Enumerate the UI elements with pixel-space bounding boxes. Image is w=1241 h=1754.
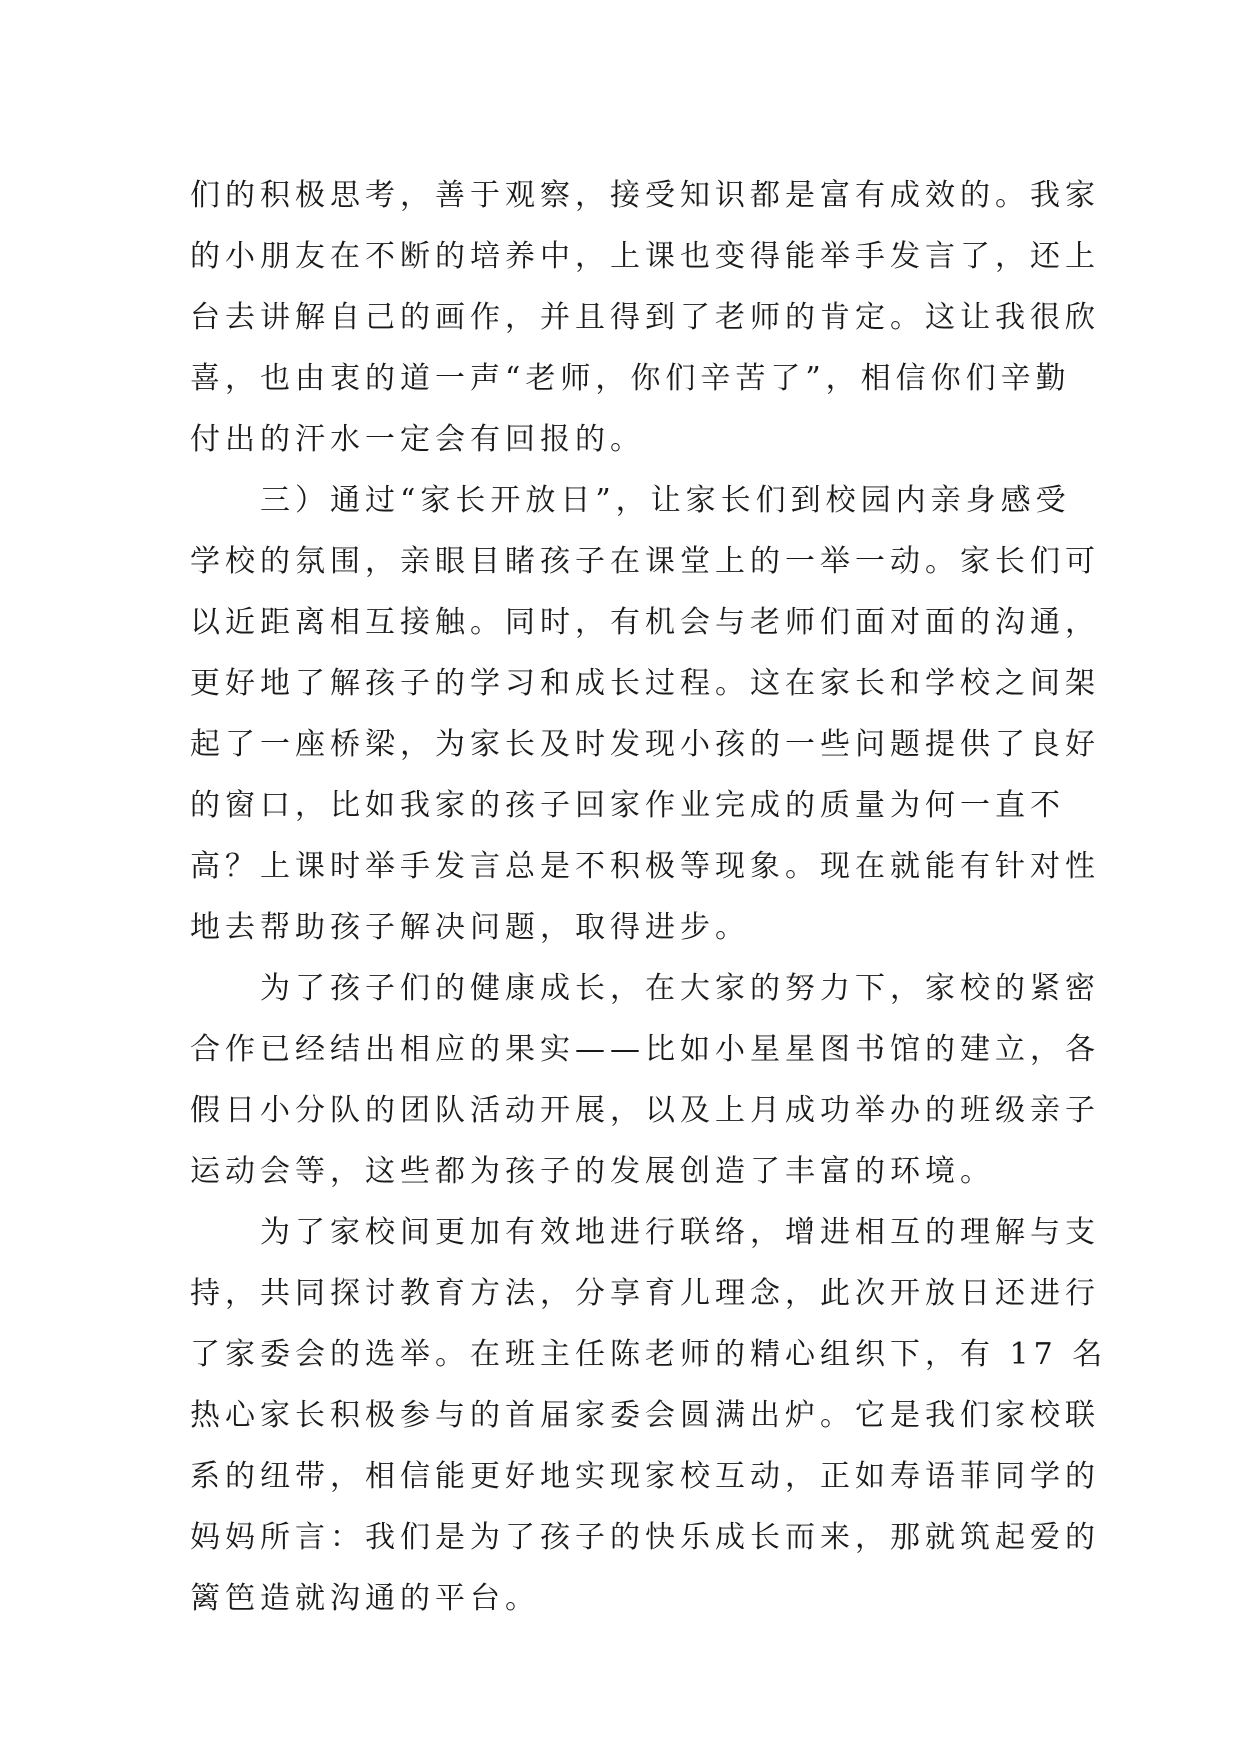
text-line: 以近距离相互接触。同时，有机会与老师们面对面的沟通， bbox=[190, 605, 1100, 640]
text-line: 更好地了解孩子的学习和成长过程。这在家长和学校之间架 bbox=[190, 666, 1100, 701]
text-line: 地去帮助孩子解决问题，取得进步。 bbox=[190, 910, 750, 945]
text-line: 们的积极思考，善于观察，接受知识都是富有成效的。我家 bbox=[190, 178, 1100, 213]
text-line: 的窗口，比如我家的孩子回家作业完成的质量为何一直不 bbox=[190, 788, 1065, 823]
text-line: 为了家校间更加有效地进行联络，增进相互的理解与支 bbox=[260, 1215, 1100, 1250]
text-line: 合作已经结出相应的果实——比如小星星图书馆的建立，各 bbox=[190, 1032, 1100, 1067]
text-line: 起了一座桥梁，为家长及时发现小孩的一些问题提供了良好 bbox=[190, 727, 1100, 762]
text-line: 妈妈所言：我们是为了孩子的快乐成长而来，那就筑起爱的 bbox=[190, 1520, 1100, 1555]
text-line: 热心家长积极参与的首届家委会圆满出炉。它是我们家校联 bbox=[190, 1398, 1100, 1433]
text-line: 为了孩子们的健康成长，在大家的努力下，家校的紧密 bbox=[260, 971, 1100, 1006]
text-line: 喜，也由衷的道一声“老师，你们辛苦了”，相信你们辛勤 bbox=[190, 361, 1071, 396]
text-line: 了家委会的选举。在班主任陈老师的精心组织下，有 17 名 bbox=[190, 1337, 1108, 1372]
text-line: 学校的氛围，亲眼目睹孩子在课堂上的一举一动。家长们可 bbox=[190, 544, 1100, 579]
paragraph bbox=[190, 958, 1100, 1202]
text-line: 的小朋友在不断的培养中，上课也变得能举手发言了，还上 bbox=[190, 239, 1100, 274]
text-line: 持，共同探讨教育方法，分享育儿理念，此次开放日还进行 bbox=[190, 1276, 1100, 1311]
text-line: 付出的汗水一定会有回报的。 bbox=[190, 422, 645, 457]
text-line: 高？上课时举手发言总是不积极等现象。现在就能有针对性 bbox=[190, 849, 1100, 884]
text-line: 台去讲解自己的画作，并且得到了老师的肯定。这让我很欣 bbox=[190, 300, 1100, 335]
paragraph bbox=[190, 165, 1100, 470]
document-body bbox=[190, 165, 1108, 1629]
text-line: 篱笆造就沟通的平台。 bbox=[190, 1581, 540, 1616]
text-line: 系的纽带，相信能更好地实现家校互动，正如寿语菲同学的 bbox=[190, 1459, 1100, 1494]
paragraph bbox=[190, 1202, 1108, 1629]
paragraph bbox=[190, 470, 1100, 958]
text-line: 三）通过“家长开放日”，让家长们到校园内亲身感受 bbox=[260, 483, 1071, 518]
text-line: 运动会等，这些都为孩子的发展创造了丰富的环境。 bbox=[190, 1154, 995, 1189]
text-line: 假日小分队的团队活动开展，以及上月成功举办的班级亲子 bbox=[190, 1093, 1100, 1128]
